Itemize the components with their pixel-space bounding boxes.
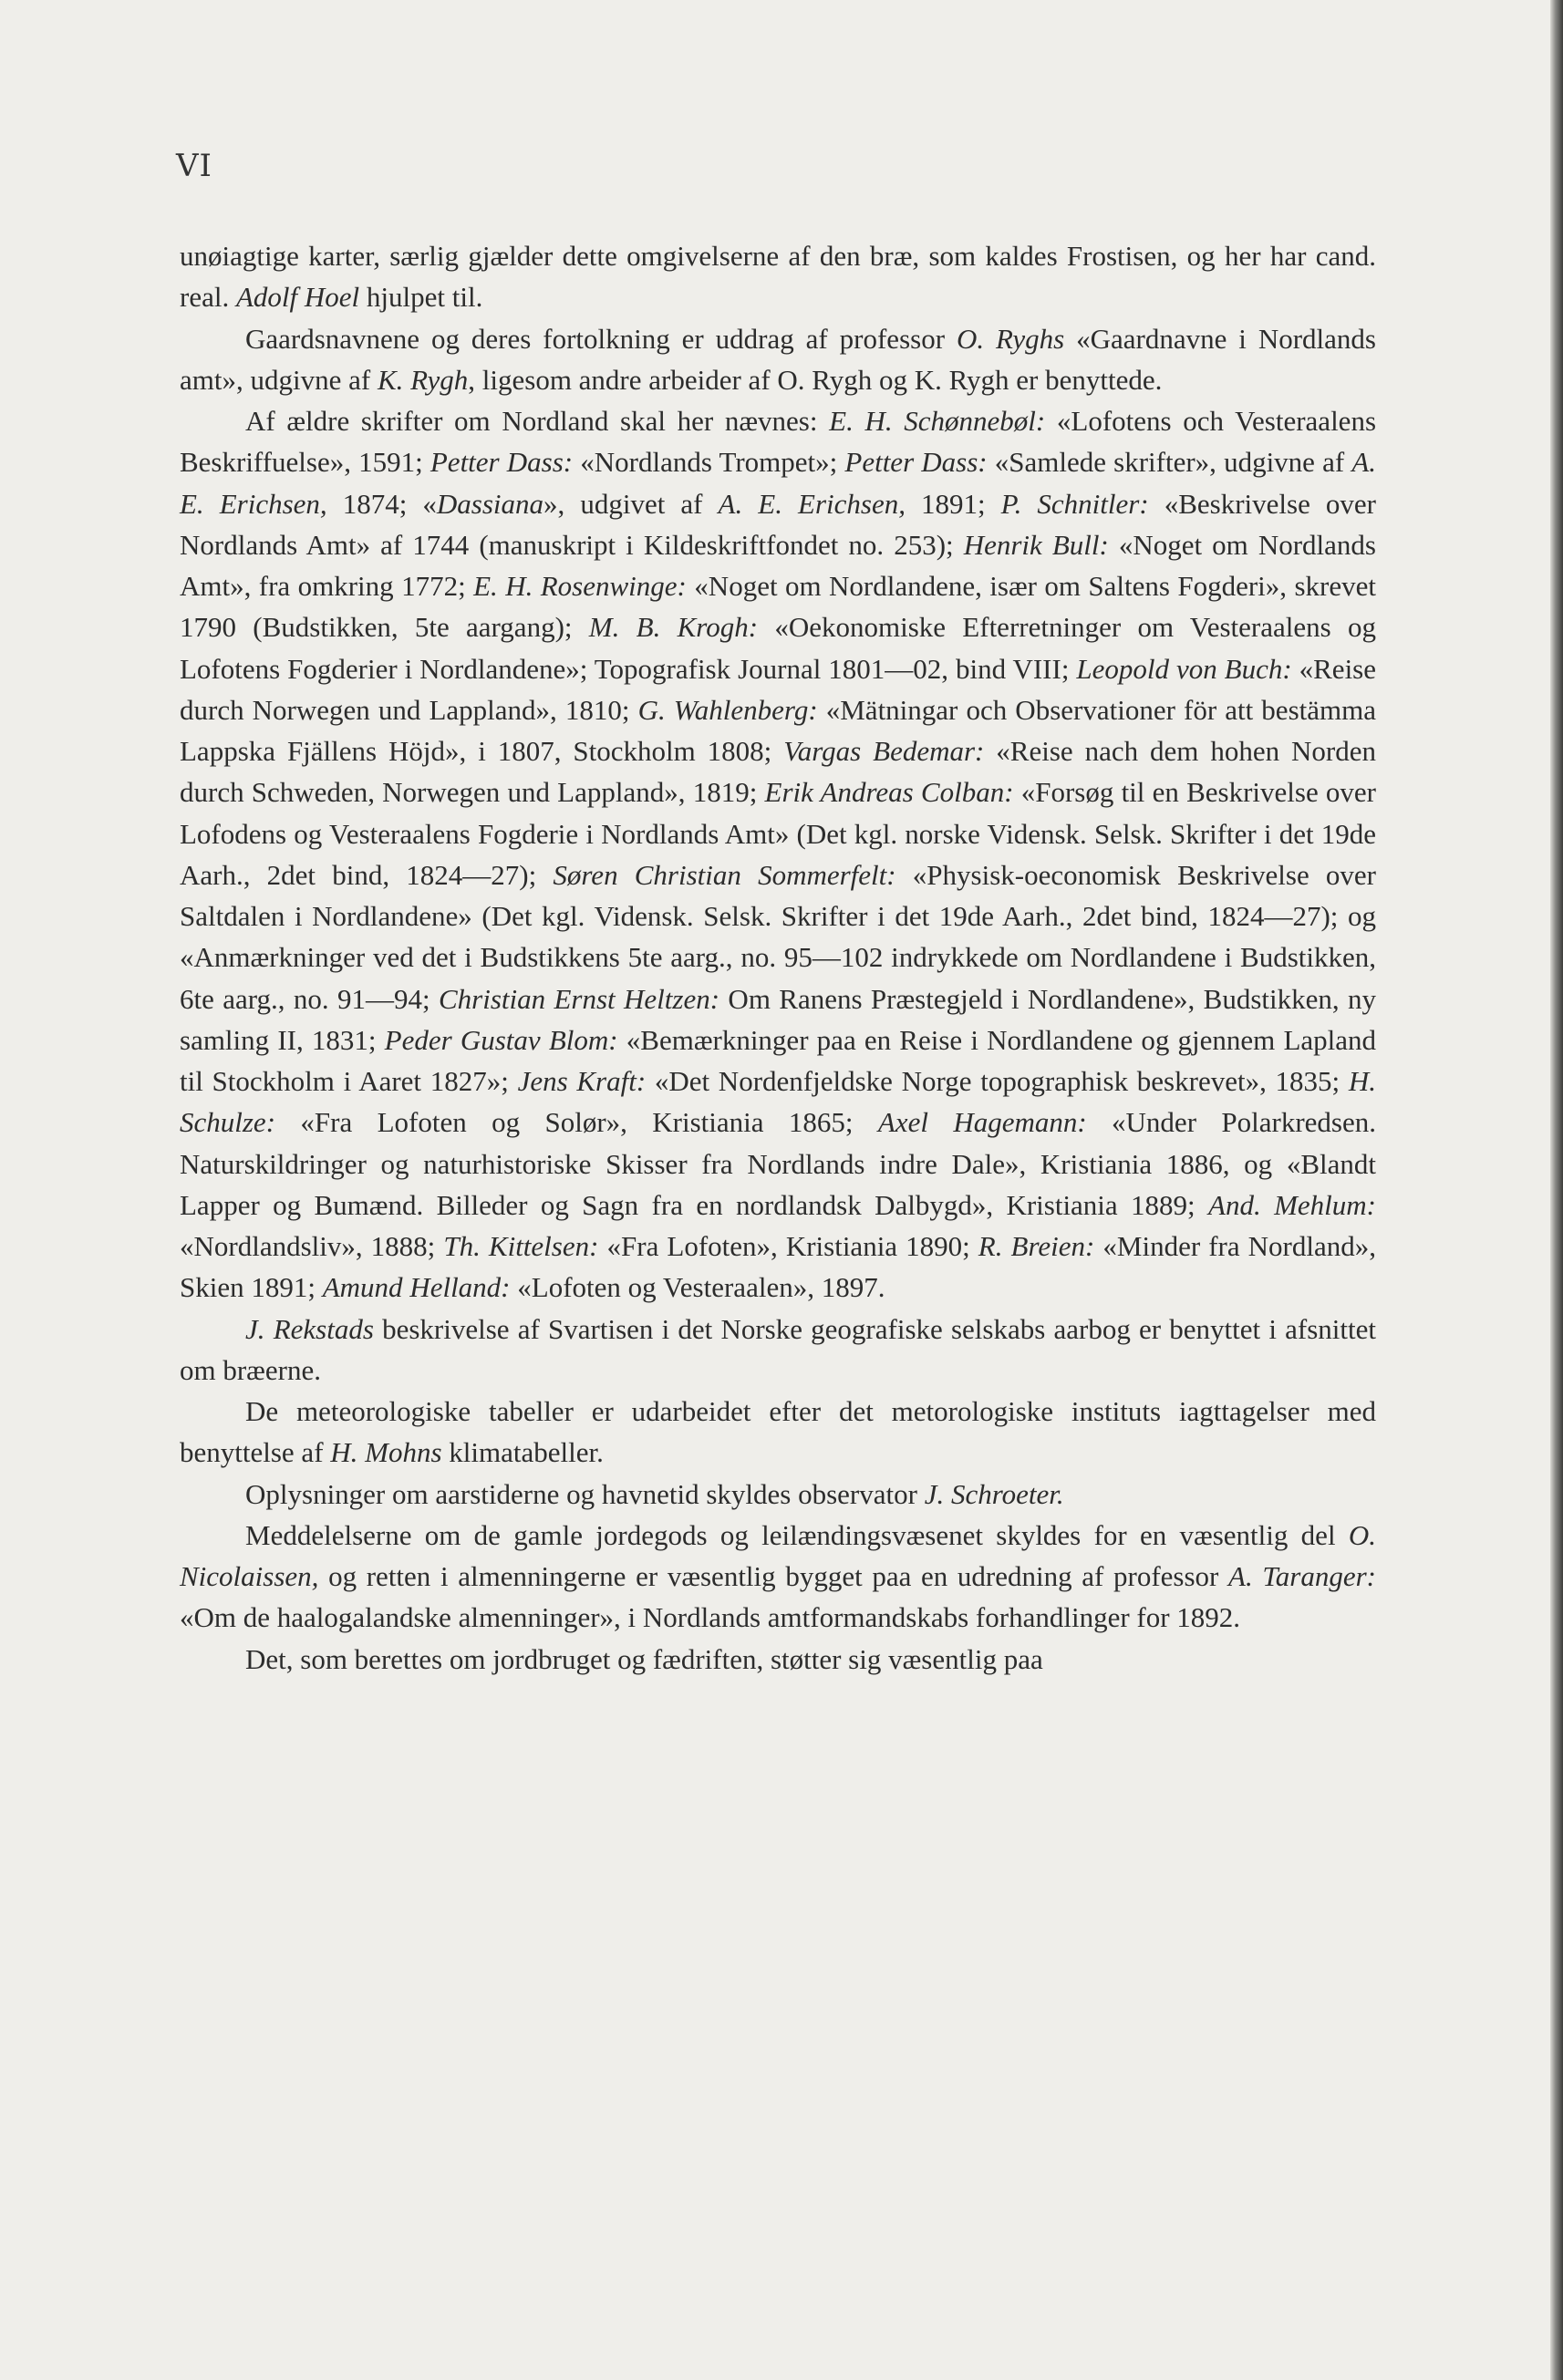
italic-text-run: Jens Kraft:	[517, 1065, 647, 1097]
italic-text-run: A. Taranger:	[1228, 1560, 1376, 1592]
text-run: klimatabeller.	[441, 1436, 604, 1469]
italic-text-run: G. Wahlenberg:	[637, 693, 818, 726]
italic-text-run: E. H. Schønnebøl:	[829, 405, 1046, 437]
italic-text-run: O. Nicolaissen,	[180, 1518, 1376, 1592]
body-text	[180, 235, 1376, 1680]
italic-text-run: Petter Dass:	[844, 446, 988, 479]
text-run: «Beskrivelse over Nordlands Amt» af 1744 (manuskript i Kildeskriftfondet no. 253);	[180, 487, 1376, 561]
italic-text-run: H. Schulze:	[180, 1065, 1376, 1139]
text-run: «Fra Lofoten og Solør», Kristiania 1865;	[275, 1106, 878, 1139]
text-run: 1891;	[905, 487, 1001, 520]
italic-text-run: Axel Hagemann:	[877, 1106, 1087, 1139]
italic-text-run: Dassiana	[436, 487, 544, 520]
text-run: «Det Nordenfjeldske Norge topographisk beskrevet», 1835;	[646, 1065, 1349, 1097]
text-run: «Bemærkninger paa en Reise i Nordlandene og gjennem Lapland til Stockholm i Aaret 1827»;	[180, 1023, 1377, 1097]
text-run: «Lofotens och Vesteraalens Beskriffuelse», 1591;	[180, 405, 1377, 479]
text-run: Om Ranens Præstegjeld i Nordlandene», Budstikken, ny samling II, 1831;	[180, 982, 1376, 1056]
italic-text-run: And. Mehlum:	[1208, 1188, 1376, 1221]
paragraph	[180, 1309, 1376, 1392]
text-run: «Reise durch Norwegen und Lappland», 1810;	[180, 652, 1377, 726]
italic-text-run: H. Mohns	[330, 1436, 442, 1469]
text-run: hjulpet til.	[359, 281, 483, 314]
italic-text-run: Erik Andreas Colban:	[764, 776, 1014, 809]
text-run: «Samlede skrifter», udgivne af	[987, 446, 1352, 479]
italic-text-run: Christian Ernst Heltzen:	[438, 982, 720, 1015]
text-run: «Om de haalogalandske almenninger», i Nordlands amtformandskabs forhandlinger for 1892.	[180, 1601, 1241, 1634]
paragraph	[180, 318, 1376, 401]
italic-text-run: Henrik Bull:	[963, 528, 1109, 561]
text-run: «Physisk-oeconomisk Beskrivelse over Saltdalen i Nordlandene» (Det kgl. Vidensk. Selsk. Skrifter i det 19de Aarh., 2det bind, 1824—27); og «Anmærkninger ved det i Budstikkens 5te aarg., no. 95—102 indrykkede om Nordlandene i Budstikken, 6te aarg., no. 91—94;	[180, 858, 1376, 1015]
text-run: «Forsøg til en Beskrivelse over Lofodens og Vesteraalens Fogderie i Nordlands Amt» (Det kgl. norske Vidensk. Selsk. Skrifter i det 19de Aarh., 2det bind, 1824—27);	[180, 776, 1376, 891]
text-run: beskrivelse af Svartisen i det Norske geografiske selskabs aarbog er benyttet i afsnittet om bræerne.	[180, 1312, 1376, 1386]
italic-text-run: A. E. Erichsen,	[718, 487, 906, 520]
italic-text-run: O. Ryghs	[956, 322, 1065, 355]
text-run: Det, som berettes om jordbruget og fædriften, støtter sig væsentlig paa	[245, 1642, 1043, 1675]
text-run: «Oekonomiske Efterretninger om Vesteraalens og Lofotens Fogderier i Nordlandene»; Topografisk Journal 1801—02, bind VIII;	[180, 611, 1376, 685]
text-run: Gaardsnavnene og deres fortolkning er uddrag af professor	[245, 322, 957, 355]
italic-text-run: J. Schroeter.	[924, 1477, 1064, 1510]
italic-text-run: Adolf Hoel	[235, 281, 360, 314]
paragraph	[180, 235, 1376, 318]
italic-text-run: M. B. Krogh:	[588, 611, 759, 644]
text-run: De meteorologiske tabeller er udarbeidet efter det metorologiske instituts iagttagelser med benyttelse af	[180, 1395, 1376, 1469]
text-run: «Fra Lofoten», Kristiania 1890;	[598, 1230, 978, 1262]
text-run: «Gaardnavne i Nordlands amt», udgivne af	[180, 322, 1376, 396]
italic-text-run: P. Schnitler:	[1000, 487, 1149, 520]
italic-text-run: A. E. Erichsen,	[180, 446, 1376, 520]
italic-text-run: J. Rekstads	[245, 1312, 374, 1345]
text-run: Oplysninger om aarstiderne og havnetid skyldes observator	[245, 1477, 925, 1510]
page-edge-shadow	[1550, 0, 1563, 2380]
italic-text-run: Vargas Bedemar:	[783, 735, 985, 767]
italic-text-run: Peder Gustav Blom:	[384, 1023, 618, 1056]
text-run: «Lofoten og Vesteraalen», 1897.	[510, 1271, 885, 1304]
text-run: 1874; «	[326, 487, 437, 520]
italic-text-run: Amund Helland:	[322, 1271, 511, 1304]
text-run: «Mätningar och Observationer för att bestämma Lappska Fjällens Höjd», i 1807, Stockholm 1808;	[180, 693, 1376, 767]
paragraph	[180, 400, 1376, 1309]
italic-text-run: E. H. Rosenwinge:	[473, 570, 687, 602]
text-run: unøiagtige karter, særlig gjælder dette omgivelserne af den bræ, som kaldes Frostisen, og her har cand. real.	[180, 240, 1376, 314]
page-number: VI	[176, 148, 212, 184]
italic-text-run: Petter Dass:	[430, 446, 574, 479]
italic-text-run: Søren Christian Sommerfelt:	[553, 858, 896, 891]
text-run: «Nordlandsliv», 1888;	[180, 1230, 444, 1262]
text-run: », udgivet af	[543, 487, 719, 520]
text-run: , ligesom andre arbeider af O. Rygh og K. Rygh er benyttede.	[468, 363, 1163, 396]
italic-text-run: K. Rygh	[377, 363, 469, 396]
text-run: Meddelelserne om de gamle jordegods og leilændingsvæsenet skyldes for en væsentlig del	[245, 1518, 1349, 1551]
italic-text-run: Th. Kittelsen:	[443, 1230, 599, 1262]
text-run: Af ældre skrifter om Nordland skal her nævnes:	[245, 405, 830, 437]
paragraph	[180, 1391, 1376, 1474]
text-run: «Under Polarkredsen. Naturskildringer og naturhistoriske Skisser fra Nordlands indre Dale», Kristiania 1886, og «Blandt Lapper og Bumænd. Billeder og Sagn fra en nordlandsk Dalbygd», Kristiania 1889;	[180, 1106, 1376, 1221]
italic-text-run: Leopold von Buch:	[1076, 652, 1292, 685]
text-run: «Minder fra Nordland», Skien 1891;	[180, 1230, 1377, 1304]
paragraph	[180, 1639, 1376, 1680]
paragraph	[180, 1474, 1376, 1515]
italic-text-run: R. Breien:	[978, 1230, 1095, 1262]
text-run: «Nordlands Trompet»;	[573, 446, 845, 479]
paragraph	[180, 1515, 1376, 1639]
text-run: «Noget om Nordlandene, især om Saltens Fogderi», skrevet 1790 (Budstikken, 5te aargang);	[180, 570, 1376, 644]
text-run: og retten i almenningerne er væsentlig bygget paa en udredning af professor	[318, 1560, 1229, 1592]
text-run: «Reise nach dem hohen Norden durch Schweden, Norwegen und Lappland», 1819;	[180, 735, 1376, 809]
text-run: «Noget om Nordlands Amt», fra omkring 1772;	[180, 528, 1376, 602]
